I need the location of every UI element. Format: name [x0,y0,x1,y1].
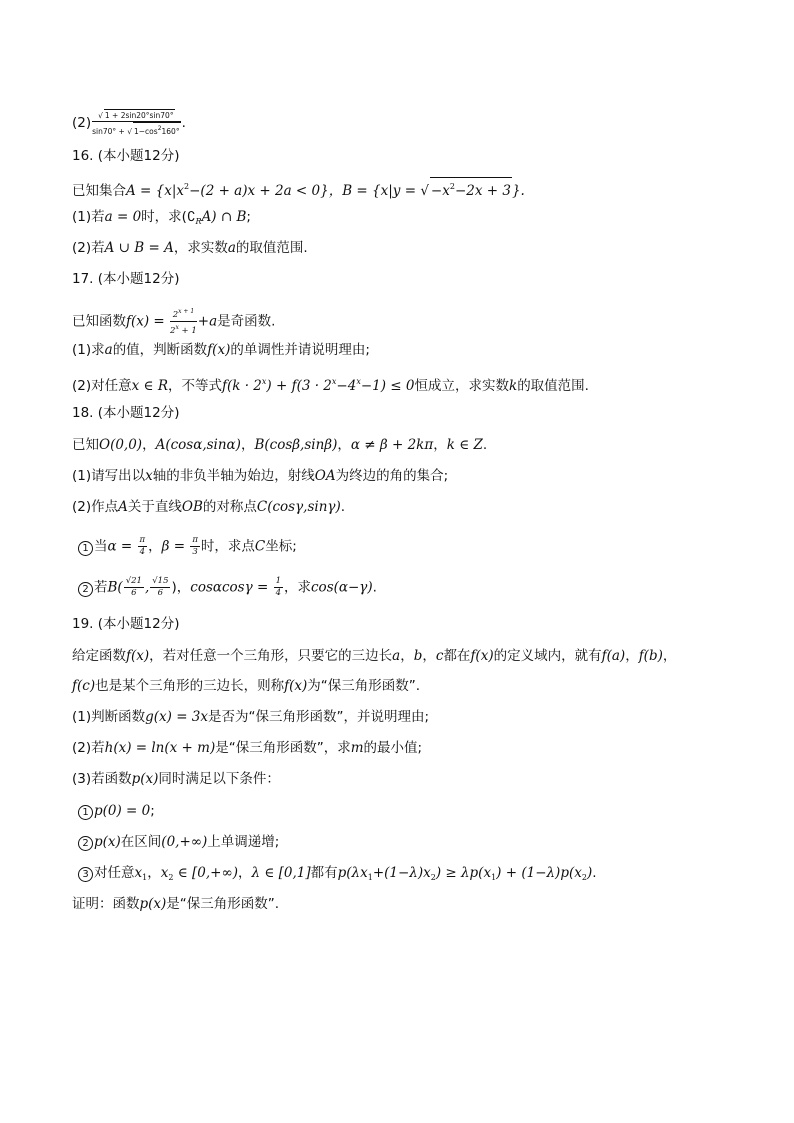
problem-19-proof-statement: 证明：函数p(x)是“保三角形函数”. [72,896,280,912]
problem-18-header: 18. (本小题12分) [72,405,180,421]
fraction: $\frac{2^{x + 1}}{2^x + 1}$ [170,308,197,336]
problem-16-part-1: (1)若a = 0时，求$(∁_RA)$ ∩ B; [72,209,251,226]
problem-16-statement: 已知集合$A = \{x|x^2-(2 + a)x + 2a < 0\}$，B = {x|y = √ $-x^2-2x + 3$}. [72,177,525,200]
problem-19-condition-1: 1 p(0) = 0; [78,802,155,820]
problem-19-part-1: (1)判断函数g(x) = 3x是否为“保三角形函数”，并说明理由; [72,709,430,725]
problem-17-statement: 已知函数f(x) = $\frac{2^{x + 1}}{2^x + 1}$ +a是奇函数. [72,308,276,336]
problem-19-condition-2: 2 p(x)在区间(0,+∞)上单调递增; [78,833,279,851]
circled-number: 1 [78,805,93,820]
circled-number: 3 [78,867,93,882]
problem-19-statement-line-2: f(c)也是某个三角形的三边长，则称f(x)为“保三角形函数”. [72,678,421,694]
problem-18-part-1: (1)请写出以x轴的非负半轴为始边，射线OA为终边的角的集合; [72,468,449,484]
problem-19-condition-3: 3 对任意$x_1$，$x_2$ ∈ [0,+∞)，λ ∈ [0,1]都有$p(\lambda x_1+(1-\lambda)x_2) \ge \lambda p(x_1) + (1-\lambda)p(x_2)$. [78,864,597,887]
problem-17-part-2: (2)对任意x ∈ R，不等式$f(k \cdot 2^x) + f(3 \cdot 2^x-4^x-1) \le 0$恒成立，求实数k的取值范围. [72,377,589,394]
problem-19-part-3: (3)若函数p(x)同时满足以下条件： [72,771,280,787]
problem-17-part-1: (1)求a的值，判断函数f(x)的单调性并请说明理由; [72,342,370,358]
problem-18-subpart-1: 1 当α = $\frac{\pi}{4}$ ，β = $\frac{\pi}{3}$ 时，求点C坐标; [78,535,297,558]
problem-16-part-2: (2)若A ∪ B = A，求实数a的取值范围. [72,240,308,256]
problem-15-part-2: (2) $\frac{√ 1 + 2\sin 20^\circ\sin 70^\circ}{\sin 70^\circ + √ 1-\cos^2160^\circ}$ . [72,111,186,136]
problem-18-part-2: (2)作点A关于直线OB的对称点C(cosγ,sinγ). [72,499,346,515]
radicand: 1 + 2sin20°sin70° [104,111,174,120]
problem-19-part-2: (2)若h(x) = ln(x + m)是“保三角形函数”，求m的最小值; [72,740,423,756]
problem-16-header: 16. (本小题12分) [72,148,180,164]
problem-18-subpart-2: 2 若B( $\frac{√21}{6}$ , $\frac{√15}{6}$ )，cosαcosγ = $\frac{1}{4}$ ，求cos(α−γ). [78,576,377,599]
problem-18-statement: 已知O(0,0)，A(cosα,sinα)，B(cosβ,sinβ)，α ≠ β + 2kπ，k ∈ Z. [72,437,488,453]
fraction: $\frac{√ 1 + 2\sin 20^\circ\sin 70^\circ}{\sin 70^\circ + √ 1-\cos^2160^\circ}$ [92,111,180,136]
circled-number: 2 [78,582,93,597]
problem-17-header: 17. (本小题12分) [72,271,180,287]
circled-number: 1 [78,541,93,556]
circled-number: 2 [78,836,93,851]
problem-19-header: 19. (本小题12分) [72,616,180,632]
part-label: (2) [72,115,92,131]
problem-19-statement-line-1: 给定函数f(x)，若对任意一个三角形，只要它的三边长a，b，c都在f(x)的定义域内，就有f(a)，f(b)， [72,648,677,664]
